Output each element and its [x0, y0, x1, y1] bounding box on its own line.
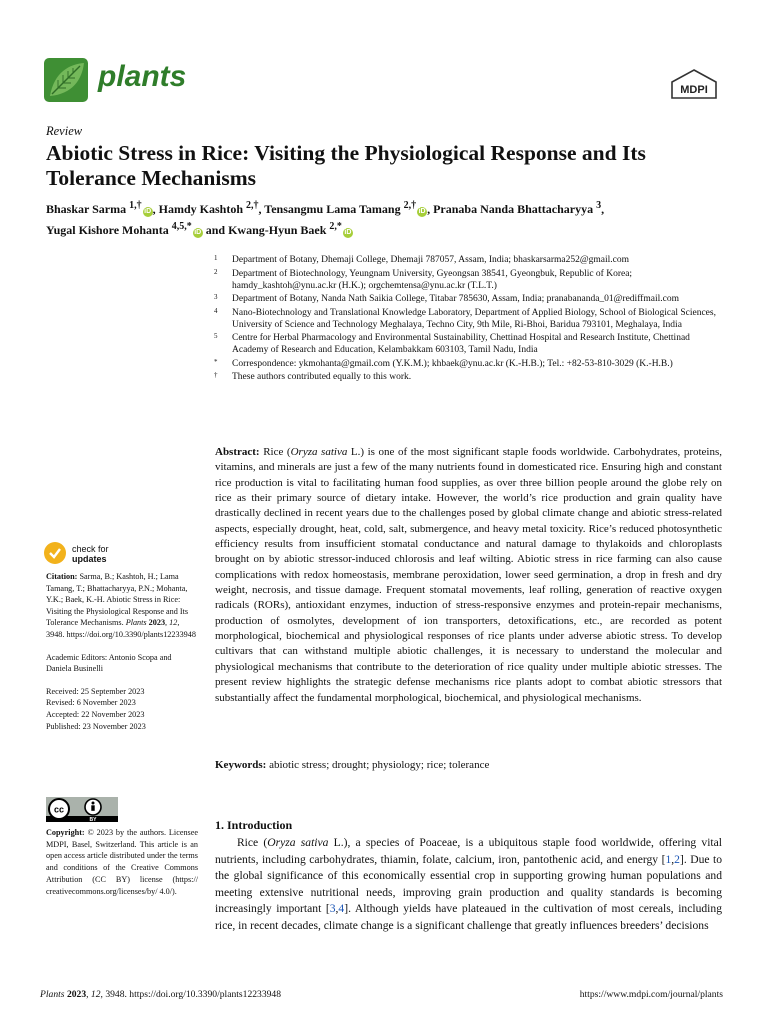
citation-volume: 12: [169, 618, 178, 628]
intro-text: L.), a species of Poaceae, is a ubiquitous staple food worldwide, offering vital nutrients, including carbohydrates, thiamin, folate, calcium, iron, pantothenic acid, and energy [: [215, 836, 723, 866]
author-affiliation-mark: 2,†: [403, 200, 417, 211]
intro-text: ]. Due to the global significance of this economically essential crop in supporting growing human populations and meeting extensive nutritional needs, improving grain production and quality standards is becoming increasingly important [: [215, 852, 723, 916]
affiliation-text: Nano-Biotechnology and Translational Knowledge Laboratory, Department of Applied Biology, School of Biological Sciences, University of Science and Technology Meghalaya, Techno City, 9th Mile, Ri-Bhoi, Baridua 793101, Meghalaya, India: [232, 307, 716, 330]
affiliation-number: 2: [214, 267, 218, 276]
check-updates-line2: updates: [72, 554, 107, 564]
keywords: [215, 758, 722, 773]
affiliation-number: 1: [214, 254, 218, 262]
plants-leaf-logo-icon: [44, 58, 88, 102]
author-name: Pranaba Nanda Bhattacharyya: [433, 202, 594, 216]
section-heading-introduction: 1. Introduction: [215, 818, 293, 832]
check-updates-label: [72, 544, 109, 564]
citation-link[interactable]: 2: [674, 852, 680, 866]
footer-journal-url[interactable]: https://www.mdpi.com/journal/plants: [579, 989, 723, 1000]
author-affiliation-mark: 3: [596, 200, 602, 211]
mdpi-logo-text: MDPI: [680, 84, 708, 96]
citation-link[interactable]: 3: [329, 902, 336, 916]
author-affiliation-mark: 2,†: [246, 200, 259, 211]
author-name: Tensangmu Lama Tamang: [264, 202, 401, 216]
article-type: Review: [46, 124, 83, 138]
check-updates-line1: check for: [72, 544, 109, 554]
orcid-icon[interactable]: iD: [344, 229, 352, 236]
affiliation-number: *: [214, 357, 218, 366]
author-and: and: [205, 223, 226, 237]
article-title: Abiotic Stress in Rice: Visiting the Physiological Response and Its Tolerance Mechanisms: [46, 141, 646, 190]
sidebar-metadata: [46, 571, 198, 732]
author-name: Kwang-Hyun Baek: [228, 223, 327, 237]
affiliation-item: [214, 254, 728, 266]
affiliation-number: †: [214, 371, 218, 379]
citation-link[interactable]: 4: [338, 902, 345, 916]
citation-year: 2023: [148, 618, 166, 628]
page-footer: [40, 989, 723, 1000]
footer-journal: Plants: [40, 989, 65, 1000]
abstract: [215, 445, 722, 706]
introduction-paragraph: Rice (Oryza sativa L.), a species of Poaceae, is a ubiquitous staple food worldwide, offering vital nutrients, including carbohydrates, thiamin, folate, calcium, iron, pantothenic acid, and energy [1,2]. Due to the global significance of this economically essential crop in supporting growing human populations and meeting extensive nutritional needs, improving grain production and quality standards is becoming increasingly important [3,4]. Although yields have plateaued in the cultivation of most cereals, including rice, in recent decades, climate change is a significant challenge that greatly influences breeders’ decisions: [215, 836, 723, 932]
affiliation-item: [214, 293, 728, 305]
affiliation-item: [214, 268, 728, 292]
keywords-text: abiotic stress; drought; physiology; rice; tolerance: [269, 759, 490, 771]
svg-text:cc: cc: [53, 804, 65, 815]
footer-volume: 12: [90, 989, 101, 1000]
affiliation-text: Centre for Herbal Pharmacology and Environmental Sustainability, Chettinad Hospital and Research Institute, Chettinad Academy of Research and Education, Kelambakkam 603103, Tamil Nadu, India: [232, 333, 690, 355]
citation-text: Sarma, B.; Kashtoh, H.; Lama Tamang, T.; Bhattacharyya, P.N.; Mohanta, Y.K.; Baek, K.-H. Abiotic Stress in Rice: Visiting the Physiological Response and Its Tolerance Mechanisms.: [46, 572, 189, 628]
journal-name: plants: [98, 60, 187, 93]
copyright-label: Copyright:: [46, 828, 85, 837]
affiliation-text: Department of Biotechnology, Yeungnam University, Gyeongsan 38541, Gyeongbuk, Republic of Korea; hamdy_kashtoh@ynu.ac.kr (H.K.); orgchemtensa@ynu.ac.kr (T.L.T.): [232, 268, 633, 291]
copyright-text: © 2023 by the authors. Licensee MDPI, Basel, Switzerland. This article is an open access article distributed under the terms and conditions of the Creative Commons Attribution (CC BY) license (https:// creativecommons.org/licenses/by/ 4.0/).: [46, 828, 199, 896]
affiliation-number: 4: [214, 306, 218, 315]
citation-link[interactable]: 1: [665, 852, 672, 866]
abstract-label: Abstract:: [215, 446, 260, 458]
affiliation-number: 5: [214, 332, 218, 340]
author-list: Bhaskar Sarma $^{1,\dagger}$iD , Hamdy Kashtoh $^{2,\dagger}$, Tensangmu Lama Tamang $^{2,\dagger}$iD , Pranaba Nanda Bhattacharyya $^3$, Yugal Kishore Mohanta $^{4,5,*}$iD and Kwang-Hyun Baek $^{2,*}$iD: [46, 200, 605, 237]
citation: Citation: Sarma, B.; Kashtoh, H.; Lama Tamang, T.; Bhattacharyya, P.N.; Mohanta, Y.K.; Baek, K.-H. Abiotic Stress in Rice: Visiting the Physiological Response and Its Tolerance Mechanisms. Plants 2023, 12, 3948. https://doi.org/10.3390/plants12233948: [46, 572, 196, 639]
author-name: Hamdy Kashtoh: [158, 202, 243, 216]
orcid-icon[interactable]: iD: [194, 229, 202, 236]
abstract-species: Oryza sativa: [290, 446, 348, 458]
author-affiliation-mark: 1,†: [129, 200, 142, 211]
mdpi-logo-icon: [668, 68, 720, 102]
citation-journal: Plants: [125, 618, 147, 628]
author-affiliation-mark: 2,*: [329, 221, 342, 232]
check-for-updates-badge[interactable]: [44, 540, 154, 568]
affiliation-text: Department of Botany, Nanda Nath Saikia College, Titabar 785630, Assam, India; pranabananda_01@rediffmail.com: [232, 294, 679, 304]
affiliation-text: Department of Botany, Dhemaji College, Dhemaji 787057, Assam, India; bhaskarsarma252@gmail.com: [232, 255, 630, 265]
accepted-date: Accepted: 22 November 2023: [46, 709, 145, 719]
equal-contribution-text: These authors contributed equally to this work.: [232, 372, 412, 382]
check-updates-icon: [44, 542, 66, 564]
intro-text: Rice (: [236, 836, 268, 849]
keywords-label: Keywords:: [215, 759, 267, 771]
equal-contribution-note: [214, 371, 728, 383]
citation-doi[interactable]: , 3948. https://doi.org/10.3390/plants12233948: [46, 618, 196, 639]
citation-label: Citation:: [46, 572, 78, 581]
author-affiliation-mark: 4,5,*: [171, 221, 192, 232]
received-date: Received: 25 September 2023: [46, 686, 145, 696]
footer-citation: Plants 2023, 12, 3948. https://doi.org/10.3390/plants12233948: [40, 989, 282, 1000]
author-name: Bhaskar Sarma: [46, 202, 127, 216]
academic-editors: Academic Editors: Antonio Scopa and Daniela Businelli: [46, 652, 172, 674]
correspondence-item: [214, 358, 728, 370]
cc-by-label: BY: [89, 817, 97, 822]
orcid-icon[interactable]: iD: [144, 208, 152, 215]
affiliation-item: [214, 332, 728, 356]
affiliation-number: 3: [214, 293, 218, 301]
author-name: Yugal Kishore Mohanta: [46, 223, 169, 237]
cc-by-license-icon[interactable]: [46, 797, 118, 822]
abstract-text: L.) is one of the most significant staple foods worldwide. Carbohydrates, proteins, vitamins, and minerals are just a few of the many nutrients found in domesticated rice. Ensuring high and constant rice production is vital to facilitating human food supplies, as over three billion people around the globe rely on rice as their primary source of dietary intake. However, the world’s rice production and grain quality have drastically declined in recent years due to the challenges posed by global climate change and abiotic stress-related aspects, especially drought, heat, cold, salt, submergence, and heavy metal toxicity. Rice’s reduced photosynthetic efficiency results from insufficient stomatal conductance and natural damage to thylakoids and chloroplasts brought on by abiotic stressor-induced chlorosis and leaf wilting. Abiotic stress in rice farming can also cause complications with redox homeostasis, membrane peroxidation, lower seed germination, a drop in fresh and dry weight, necrosis, and tissue damage. Frequent stomatal movements, leaf rolling, generation of reactive oxygen radicals (RORs), antioxidant enzymes, induction of stress-responsive enzymes and protein-repair mechanisms, production of osmolytes, development of ion transporters, detoxifications, etc., are recorded as potent morphological, biochemical and physiological responses of rice plants under adverse abiotic stress. To develop cultivars that can withstand multiple abiotic challenges, it is necessary to understand the molecular and physiological mechanisms that contribute to the deterioration of rice quality under multiple abiotic stresses. The present review highlights the strategic defense mechanisms rice plants adopt to combat abiotic stressors that substantially affect the fundamental morphological, biochemical, and physiological mechanisms.: [215, 446, 723, 704]
revised-date: Revised: 6 November 2023: [46, 698, 136, 708]
orcid-icon[interactable]: iD: [418, 208, 426, 215]
copyright-notice: [46, 827, 198, 897]
abstract-text: Rice (: [263, 446, 291, 458]
intro-species: Oryza sativa: [267, 836, 329, 849]
intro-text: ]. Although yields have plateaued in the cultivation of most cereals, including rice, in recent decades, climate change is a significant challenge that greatly influences breeders’ decisions: [215, 902, 722, 932]
footer-doi[interactable]: , 3948. https://doi.org/10.3390/plants12233948: [100, 989, 282, 1000]
affiliation-list: [214, 254, 728, 385]
correspondence-text: Correspondence: ykmohanta@gmail.com (Y.K.M.); khbaek@ynu.ac.kr (K.-H.B.); Tel.: +82-53-810-3029 (K.-H.B.): [232, 358, 673, 369]
footer-year: 2023: [66, 989, 87, 1000]
published-date: Published: 23 November 2023: [46, 721, 146, 731]
history-dates: [46, 686, 198, 732]
affiliation-item: [214, 307, 728, 331]
